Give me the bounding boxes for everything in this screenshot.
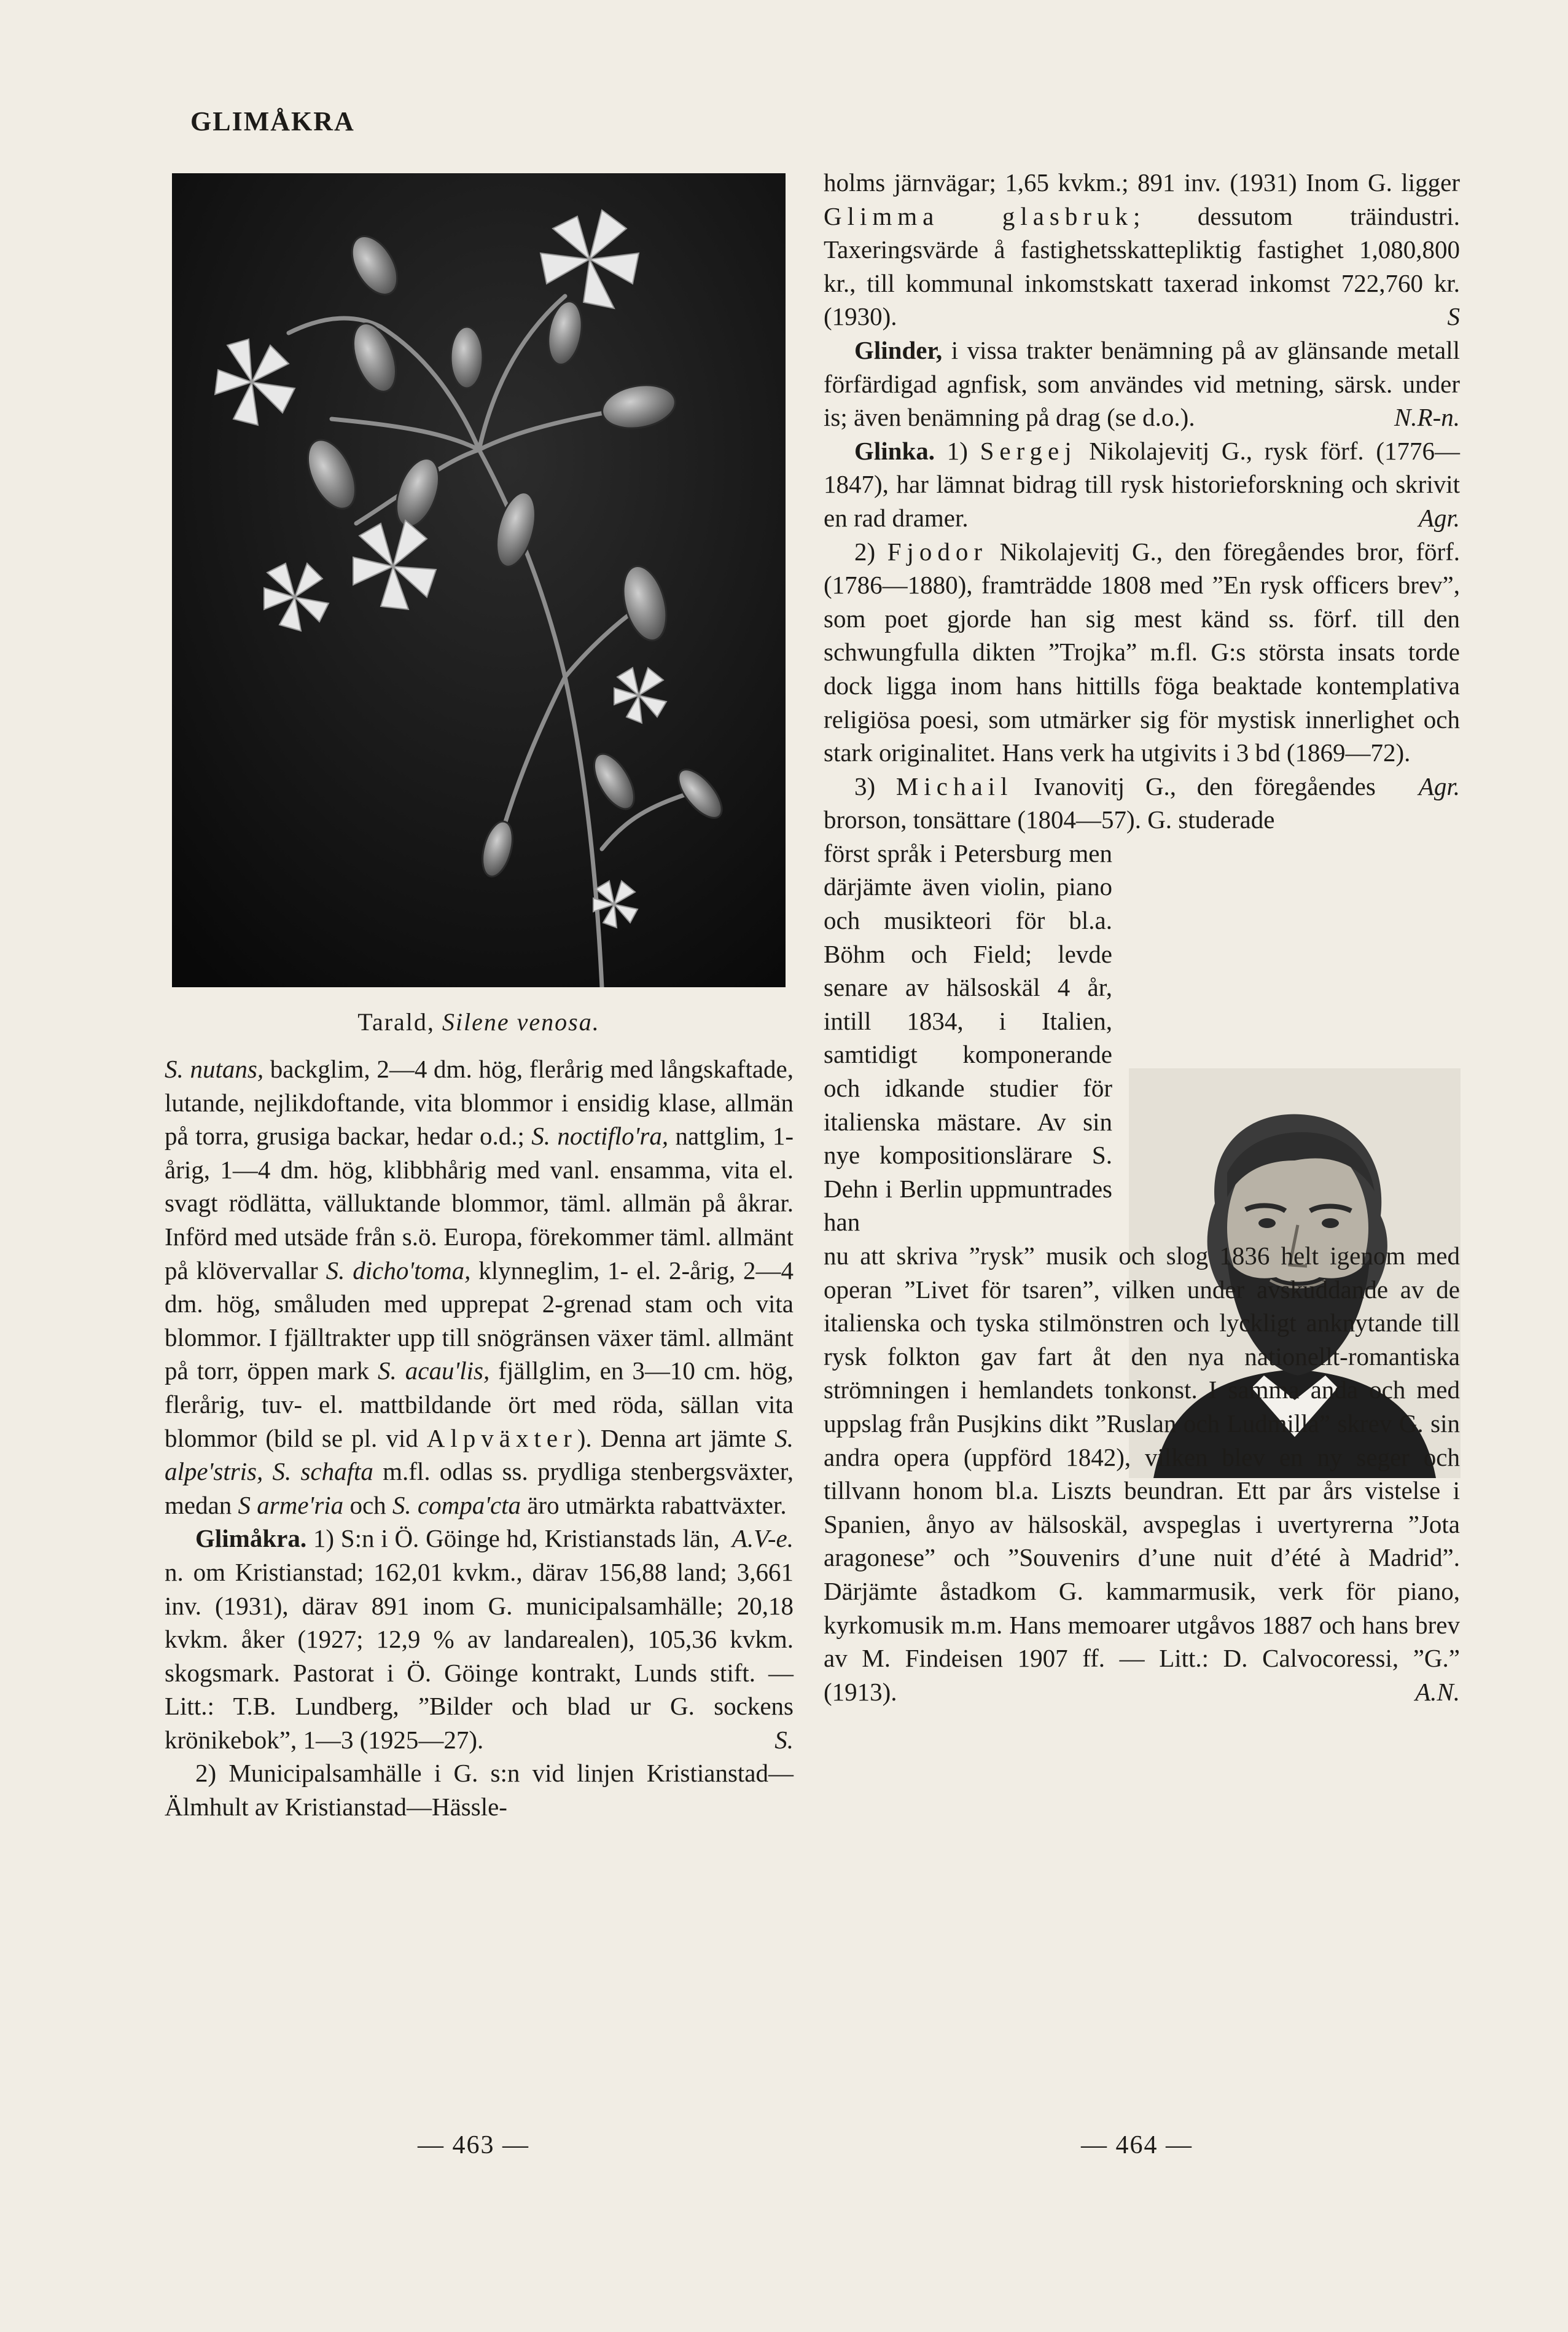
text: 3) xyxy=(854,772,896,800)
text: Ivanovitj G., den föregåendes brorson, tonsättare (1804—57). G. studerade xyxy=(824,772,1376,834)
term-compacta: S. compa'cta xyxy=(392,1490,521,1519)
text: 2) Municipalsamhälle i G. s:n vid linjen Kristianstad—Älmhult av Kristianstad—Hässle- xyxy=(165,1759,794,1821)
glimakra-entry xyxy=(165,1522,794,1756)
author-signature: S xyxy=(1447,302,1460,331)
glimakra-entry-2 xyxy=(165,1756,794,1823)
author-signature: N.R-n. xyxy=(1394,403,1460,432)
author-signature: A.N. xyxy=(1415,1677,1460,1706)
text: Nikolajevitj G., den föregåendes bror, förf. (1786—1880), framträdde 1808 med ”En rysk officers brev”, som poet gjorde han sig mest känd ss. förf. till den schwungfulla dikten ”Trojka” m.fl. G:s största insats torde dock ligga inom hans hittills föga beaktade kontemplativa religiösa poesi, som utmärker sig för mystisk innerlighet och stark originalitet. Hans verk ha utgivits i 3 bd (1869—72). xyxy=(824,537,1461,767)
spaced-name: Sergej xyxy=(980,436,1077,465)
page-number-right: — 464 — xyxy=(1081,2131,1193,2159)
spaced-term: Glimma glasbruk xyxy=(824,202,1134,230)
caption-species: Silene venosa. xyxy=(442,1008,600,1036)
entry-headword: Glinka. xyxy=(854,436,935,465)
text: nu att skriva ”rysk” musik och slog 1836 helt igenom med operan ”Livet för tsaren”, vilken under avskuddande av de italienska och tyska stilmönstren och lyckligt anknytande till rysk folkton gav fart åt den nya nationellt-romantiska strömningen i hemlandets tonkonst. I samma anda och med uppslag från Pusjkins dikt ”Ruslan och Ludmilla” skrev G. sin andra opera (uppförd 1842), vilken blev en ny seger och tillvann honom bl.a. Liszts beundran. Ett par års vistelse i Spanien, ånyo av hälsoskäl, avspeglas i uvertyrerna ”Jota aragonese” och ”Souvenirs d’une nuit d’été à Madrid”. Därjämte åstadkom G. kammarmusik, verk för piano, kyrkomusik m.m. Hans memoarer utgåvos 1887 och hans brev av M. Findeisen 1907 ff. — Litt.: D. Calvocoressi, ”G.” (1913). xyxy=(824,1242,1460,1706)
glinka-entry-3 xyxy=(824,770,1460,837)
text: klynneglim, 1- el. 2-årig, 2—4 dm. hög, småluden med upprepat 2-grenad stam och vita blommor. I fjälltrakter upp till snögränsen växer täml. allmänt på torr, öppen mark xyxy=(165,1256,794,1385)
term-dichotoma: S. dicho'toma, xyxy=(326,1256,471,1285)
text: ). Denna art jämte xyxy=(577,1423,775,1452)
caption-author: Tarald, xyxy=(357,1008,435,1036)
term-noctiflora: S. noctiflo'ra, xyxy=(531,1122,669,1151)
text: i vissa trakter benämning på av glänsande metall förfärdigad agnfisk, som användes vid metning, särsk. under is; även benämning på drag (se d.o.). xyxy=(824,335,1460,432)
text: backglim, 2—4 dm. hög, flerårig med långskaftade, lutande, nejlikdoftande, vita blommor i ensidig klase, allmän på torra, grusiga backar, hedar o.d.; xyxy=(165,1055,794,1151)
author-signature: S. xyxy=(774,1725,794,1754)
text: 1) xyxy=(935,436,980,465)
page-number-left: — 463 — xyxy=(418,2131,529,2159)
spaced-name: Fjodor xyxy=(887,537,988,566)
text: m.fl. odlas ss. prydliga stenbergsväxter, medan xyxy=(165,1457,794,1519)
text: nattglim, 1-årig, 1—4 dm. hög, klibbhårig med vanl. ensamma, vita el. svagt rödlätta, välluktande blommor, täml. allmän på åkrar. Införd med utsäde från s.ö. Europa, förekommer täml. allmänt på klövervallar xyxy=(165,1122,794,1285)
term-armeria: S arme'ria xyxy=(238,1490,344,1519)
figure-caption xyxy=(172,1008,786,1036)
text: Nikolajevitj G., rysk förf. (1776—1847), har lämnat bidrag till rysk historieforskning och skrivit en rad dramer. xyxy=(824,436,1460,532)
glinder-entry xyxy=(824,334,1460,434)
glimakra-entry-continued xyxy=(824,166,1460,334)
author-signature: A.V-e. xyxy=(731,1524,794,1553)
term-nutans: S. nutans, xyxy=(165,1055,264,1083)
text: fjällglim, en 3—10 cm. hög, flerårig, tuv- el. mattbildande ört med röda, sällan vita blommor (bild se pl. vid xyxy=(165,1356,794,1452)
text: 2) xyxy=(854,537,887,566)
glinka-entry-3-rest xyxy=(824,1239,1460,1708)
entry-headword: Glimåkra. xyxy=(195,1524,307,1553)
text: och xyxy=(343,1490,392,1519)
text: äro utmärkta rabattväxter. xyxy=(521,1490,787,1519)
author-signature: Agr. xyxy=(1418,503,1460,532)
right-column xyxy=(824,166,1460,1708)
text: 1) S:n i Ö. Göinge hd, Kristianstads län, n. om Kristianstad; 162,01 kvkm., därav 156,88 land; 3,661 inv. (1931), därav 891 inom G. municipalsamhälle; 20,18 kvkm. åker (1927; 12,9 % av landarealen), 105,36 kvkm. skogsmark. Pastorat i Ö. Göinge kontrakt, Lunds stift. — Litt.: T.B. Lundberg, ”Bilder och blad ur G. sockens krönikebok”, 1—3 (1925—27). xyxy=(165,1524,794,1754)
author-signature: Agr. xyxy=(1418,772,1460,800)
glinka-entry-1 xyxy=(824,434,1460,535)
entry-headword: Glinder, xyxy=(854,335,943,364)
spaced-name: Michail xyxy=(895,772,1013,800)
text: holms järnvägar; 1,65 kvkm.; 891 inv. (1931) Inom G. ligger xyxy=(824,168,1460,197)
term-alpestris: S. alpe'stris, S. schafta xyxy=(165,1423,794,1486)
left-column xyxy=(165,1052,794,1824)
text: ; dessutom träindustri. Taxeringsvärde å fastighetsskattepliktig fastighet 1,080,800 kr., till kommunal inkomstskatt taxerad inkomst 722,760 kr. (1930). xyxy=(824,202,1460,331)
cross-reference: Alpväxter xyxy=(426,1423,577,1452)
flower-illustration xyxy=(172,173,786,987)
term-acaulis: S. acau'lis, xyxy=(377,1356,490,1385)
silene-photograph xyxy=(172,173,786,987)
running-head: GLIMÅKRA xyxy=(190,106,355,136)
glinka-entry-3-narrow: först språk i Petersburg men därjämte även violin, piano och musikteori för bl.a. Böhm och Field; levde senare av hälsoskäl 4 år, intill 1834, i Italien, samtidigt komponerande och idkande studier för italienska mästare. Av sin nye kompositionslärare S. Dehn i Berlin uppmuntrades han xyxy=(824,839,1112,1237)
